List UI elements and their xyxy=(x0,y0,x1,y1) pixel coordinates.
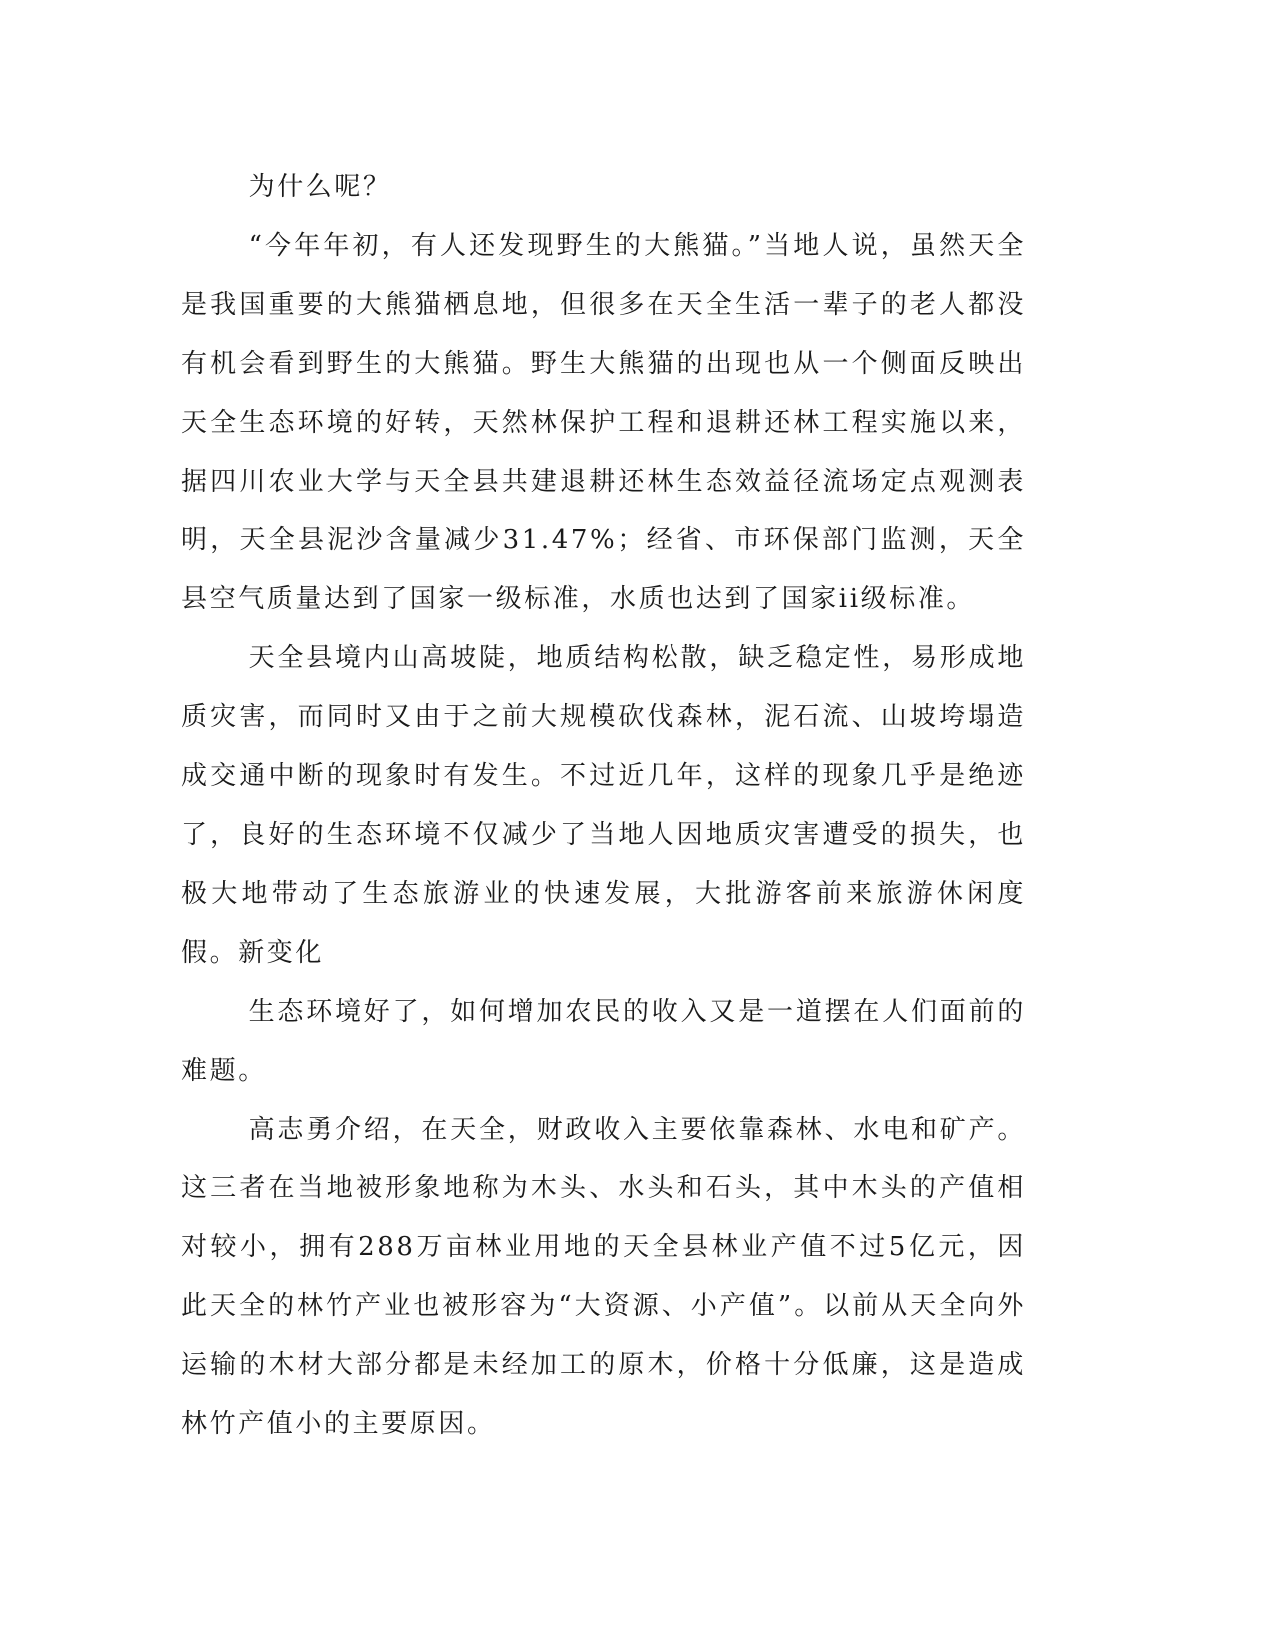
paragraph-question: 为什么呢？ xyxy=(248,172,392,202)
paragraph-geology: 天全县境内山高坡陡，地质结构松散，缺乏稳定性，易形成地质灾害，而同时又由于之前大规模砍伐森林，泥石流、山坡垮塌造成交通中断的现象时有发生。不过近几年，这样的现象几乎是绝迹了，良好的生态环境不仅减少了当地人因地质灾害遭受的损失，也极大地带动了生态旅游业的快速发展，大批游客前来旅游休闲度假。新变化 xyxy=(181,643,1026,968)
paragraph-income: 生态环境好了，如何增加农民的收入又是一道摆在人们面前的难题。 xyxy=(181,996,1026,1086)
paragraph-panda: “今年年初，有人还发现野生的大熊猫。”当地人说，虽然天全是我国重要的大熊猫栖息地，但很多在天全生活一辈子的老人都没有机会看到野生的大熊猫。野生大熊猫的出现也从一个侧面反映出天全生态环境的好转，天然林保护工程和退耕还林工程实施以来，据四川农业大学与天全县共建退耕还林生态效益径流场定点观测表明，天全县泥沙含量减少31.47%；经省、市环保部门监测，天全县空气质量达到了国家一级标准，水质也达到了国家ii级标准。 xyxy=(181,230,1026,615)
document-body xyxy=(181,158,1026,1454)
paragraph-forestry: 高志勇介绍，在天全，财政收入主要依靠森林、水电和矿产。这三者在当地被形象地称为木头、水头和石头，其中木头的产值相对较小，拥有288万亩林业用地的天全县林业产值不过5亿元，因此天全的林竹产业也被形容为“大资源、小产值”。以前从天全向外运输的木材大部分都是未经加工的原木，价格十分低廉，这是造成林竹产值小的主要原因。 xyxy=(181,1114,1026,1440)
